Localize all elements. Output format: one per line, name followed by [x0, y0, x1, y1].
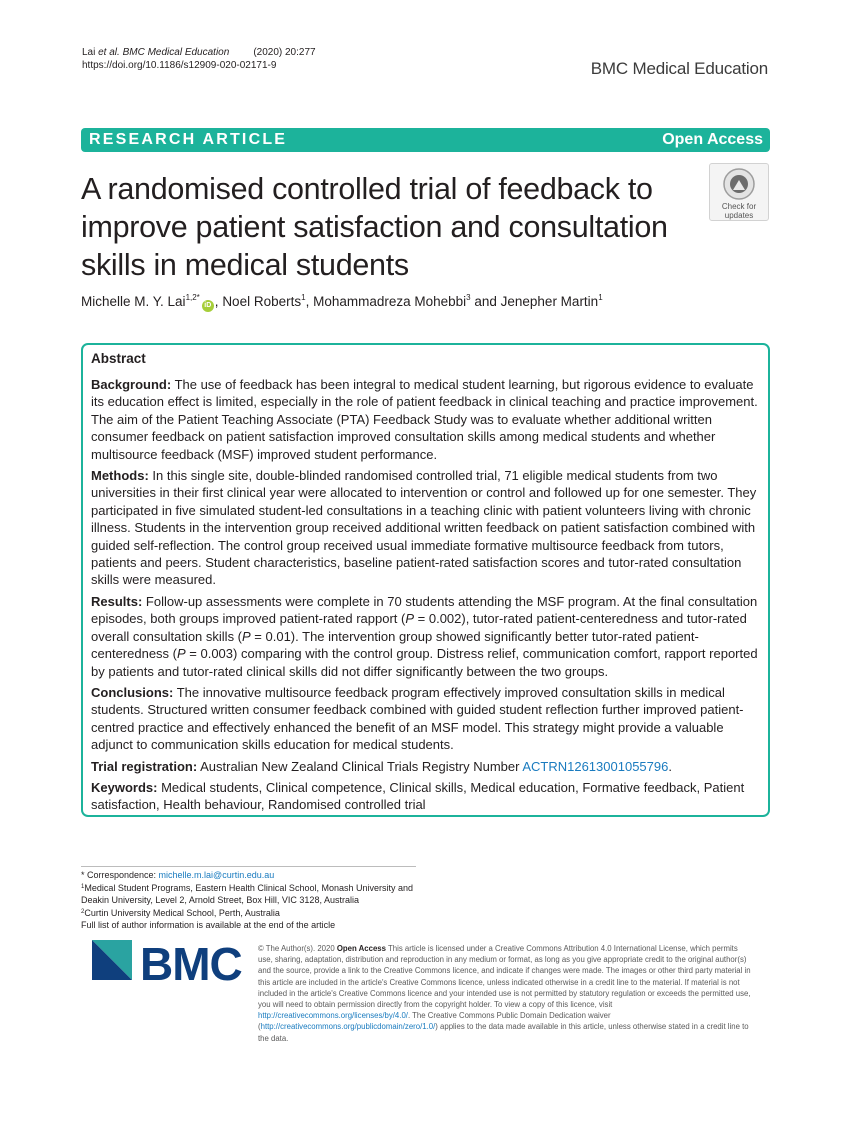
check-updates-line2: updates	[724, 211, 754, 220]
affiliation-2-text: Curtin University Medical School, Perth, Australia	[84, 908, 280, 918]
author-name: Jenepher Martin	[500, 294, 599, 309]
affiliation-1-sup: 1	[81, 884, 85, 890]
results-text: = 0.01). The intervention group showed significantly better tutor-rated patient-centeredness (	[91, 628, 699, 662]
footnotes	[81, 869, 426, 931]
abstract-results	[91, 593, 760, 680]
license-body: ) applies to the data made available in this article, unless otherwise stated in a credit line to the data.	[258, 1022, 749, 1043]
background-label: Background:	[91, 377, 172, 392]
conclusions-label: Conclusions:	[91, 684, 174, 700]
crossmark-icon	[723, 168, 755, 200]
affiliation-2-sup: 2	[81, 909, 85, 915]
open-access-label: Open Access	[662, 131, 763, 148]
conclusions-text: The innovative multisource feedback program effectively improved consultation skills in medical students. Structured written consumer feedback combined with guided student reflection further improved patient-centred practice and effectively enhanced the benefit of an MSF model. This strategy might provide a valuable adjunct to communication skills education for medical students.	[91, 684, 744, 753]
bmc-logo-icon	[92, 940, 136, 980]
check-updates-line1: Check for	[721, 202, 757, 211]
citation-et-al: et al.	[98, 47, 120, 58]
abstract-methods	[91, 467, 760, 589]
author-affiliation-sup: 1	[301, 293, 306, 302]
correspondence-email-link[interactable]: michelle.m.lai@curtin.edu.au	[158, 870, 275, 880]
trial-registration-link[interactable]: ACTRN12613001055796	[522, 758, 669, 774]
check-for-updates-badge[interactable]	[709, 163, 769, 221]
license-body: . The Creative Commons Public Domain Dedication waiver (	[258, 1011, 611, 1032]
abstract-background	[91, 376, 760, 463]
author-name: Noel Roberts	[222, 294, 302, 309]
footnote-divider	[81, 866, 416, 867]
background-text: The use of feedback has been integral to medical student learning, but rigorous evidence to evaluate its education effect is limited, especially in the role of patient feedback in clinical teaching and practice improvement. The aim of the Patient Teaching Associate (PTA) Feedback Study was to evaluate whether additional written consumer feedback on patient satisfaction improved consultation skills among medical students and whether multisource feedback (MSF) improved student performance.	[91, 377, 758, 462]
citation-year-volume: (2020) 20:277	[253, 47, 316, 58]
license-copyright: © The Author(s). 2020	[258, 944, 337, 953]
results-text: = 0.003) comparing with the control group. Distress relief, communication comfort, rapport reported by patients and tutor-rated clinical skills did not differ significantly between the two groups.	[91, 646, 758, 679]
methods-text: In this single site, double-blinded randomised controlled trial, 71 eligible medical students from two universities in their first clinical year were allocated to intervention or control and followed up for one semester. They participated in five simulated student-led consultations in a teaching clinic with patient volunteers living with chronic illness. Students in the intervention group received additional written feedback on patient satisfaction combined with guided self-reflection. The control group received usual immediate formative multisource feedback from tutors, patients and peers. Student characteristics, baseline patient-rated satisfaction scores and tutor-rated consultation skills were measured.	[91, 468, 757, 588]
orcid-icon[interactable]: iD	[202, 300, 214, 312]
affiliation-1	[81, 881, 426, 906]
trial-registration-text: Australian New Zealand Clinical Trials Registry Number	[200, 758, 523, 774]
p-value-symbol: P	[242, 628, 251, 644]
author-affiliation-sup: 1	[598, 293, 603, 302]
results-text: Follow-up assessments were complete in 70 students attending the MSF program. At the final consultation episodes, both groups improved patient-rated rapport (	[91, 593, 758, 627]
keywords-text: Medical students, Clinical competence, Clinical skills, Medical education, Formative feedback, Patient satisfaction, Health behaviour, Randomised controlled trial	[91, 779, 745, 813]
correspondence	[81, 869, 426, 881]
p-value-symbol: P	[177, 646, 186, 662]
article-type-banner	[81, 128, 770, 152]
trial-registration-label: Trial registration:	[91, 758, 198, 774]
doi-link[interactable]: https://doi.org/10.1186/s12909-020-02171-9	[82, 60, 277, 71]
abstract-trial-registration	[91, 758, 760, 775]
author-list: Michelle M. Y. Lai$^{1,2*}$iD , Noel Roberts$^1$, Mohammadreza Mohebbi$^3$ and Jenepher Martin$^1$	[81, 293, 603, 312]
license-link-cc-zero[interactable]: http://creativecommons.org/publicdomain/zero/1.0/	[260, 1022, 436, 1032]
author-name: Mohammadreza Mohebbi	[313, 294, 467, 309]
abstract-keywords	[91, 779, 760, 814]
correspondence-label: * Correspondence:	[81, 870, 159, 880]
citation-authors: Lai	[82, 47, 99, 58]
results-text: = 0.002), tutor-rated patient-centeredness and tutor-rated overall consultation skills (	[91, 611, 747, 644]
author-affiliation-sup: 3	[466, 293, 471, 302]
author-name: Michelle M. Y. Lai	[81, 294, 186, 309]
journal-name: BMC Medical Education	[590, 59, 768, 78]
article-type-label: RESEARCH ARTICLE	[89, 131, 288, 148]
trial-registration-end: .	[668, 758, 672, 774]
license-body: This article is licensed under a Creative Commons Attribution 4.0 International License, which permits use, sharing, adaptation, distribution and reproduction in any medium or format, as long as you give appropriate credit to the original author(s) and the source, provide a link to the Creative Commons licence, and indicate if changes were made. The images or other third party material in this article are included in the article's Creative Commons licence, unless indicated otherwise in a credit line to the material. If material is not included in the article's Creative Commons licence and your intended use is not permitted by statutory regulation or exceeds the permitted use, you will need to obtain permission directly from the copyright holder. To view a copy of this licence, visit	[258, 944, 751, 1010]
article-title: A randomised controlled trial of feedback to improve patient satisfaction and consultation skills in medical students	[81, 172, 668, 282]
affiliation-1-text: Medical Student Programs, Eastern Health Clinical School, Monash University and Deakin University, Level 2, Arnold Street, Box Hill, VIC 3128, Australia	[81, 883, 413, 905]
abstract-box	[81, 343, 770, 817]
affiliation-2	[81, 906, 426, 919]
keywords-label: Keywords:	[91, 779, 158, 795]
author-info-note: Full list of author information is available at the end of the article	[81, 920, 336, 930]
abstract-heading: Abstract	[91, 351, 146, 366]
license-open-access: Open Access	[336, 944, 386, 953]
author-affiliation-sup: 1,2*	[185, 293, 200, 302]
abstract-conclusions	[91, 684, 760, 754]
methods-label: Methods:	[91, 468, 149, 484]
citation-header	[82, 46, 316, 72]
citation-journal: BMC Medical Education	[122, 47, 230, 58]
citation-line	[82, 46, 316, 59]
p-value-symbol: P	[405, 611, 415, 627]
results-label: Results:	[91, 593, 143, 609]
license-text	[258, 943, 752, 1044]
license-link-cc-by[interactable]: http://creativecommons.org/licenses/by/4.0/	[258, 1011, 408, 1021]
bmc-logo-text: BMC	[140, 938, 242, 990]
